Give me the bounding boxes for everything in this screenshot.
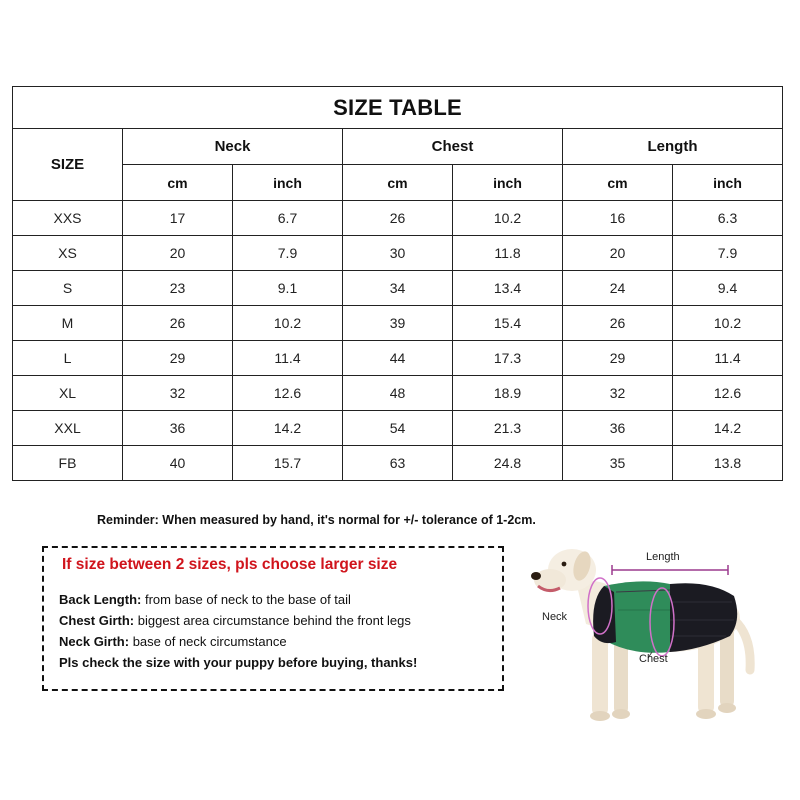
measurement-cell: 20 — [123, 236, 233, 271]
table-row — [13, 236, 783, 271]
neck-girth-text: base of neck circumstance — [129, 634, 287, 649]
measurement-cell: 17.3 — [453, 341, 563, 376]
table-row — [13, 271, 783, 306]
measurement-cell: 54 — [343, 411, 453, 446]
neck-girth-line — [59, 631, 417, 652]
measurement-cell: 34 — [343, 271, 453, 306]
measurement-cell: 12.6 — [673, 376, 783, 411]
unit-header: inch — [673, 165, 783, 201]
measurement-cell: 48 — [343, 376, 453, 411]
sizing-note-box — [42, 546, 504, 691]
table-title: SIZE TABLE — [13, 87, 783, 129]
unit-header: inch — [453, 165, 563, 201]
table-row — [13, 306, 783, 341]
neck-label: Neck — [542, 611, 568, 623]
sizing-headline: If size between 2 sizes, pls choose larger size — [62, 556, 398, 573]
closing-line — [59, 652, 417, 673]
size-table — [12, 86, 783, 481]
chest-girth-line — [59, 610, 417, 631]
measurement-cell: 29 — [123, 341, 233, 376]
chest-label: Chest — [639, 653, 668, 665]
measurement-cell: 16 — [563, 201, 673, 236]
sizing-instructions — [59, 589, 417, 673]
size-cell: S — [13, 271, 123, 306]
measurement-cell: 24 — [563, 271, 673, 306]
size-column-header: SIZE — [13, 129, 123, 201]
chest-group-header: Chest — [343, 129, 563, 165]
measurement-cell: 9.4 — [673, 271, 783, 306]
unit-header: cm — [563, 165, 673, 201]
measurement-cell: 10.2 — [233, 306, 343, 341]
measurement-cell: 18.9 — [453, 376, 563, 411]
measurement-cell: 63 — [343, 446, 453, 481]
size-cell: XXL — [13, 411, 123, 446]
chest-girth-text: biggest area circumstance behind the front legs — [134, 613, 411, 628]
unit-header: cm — [123, 165, 233, 201]
measurement-cell: 11.8 — [453, 236, 563, 271]
length-label: Length — [646, 551, 680, 563]
dog-leg-front-left — [592, 632, 608, 716]
back-length-text: from base of neck to the base of tail — [141, 592, 351, 607]
table-row — [13, 446, 783, 481]
measurement-cell: 13.4 — [453, 271, 563, 306]
measurement-cell: 21.3 — [453, 411, 563, 446]
dog-eye — [562, 562, 567, 567]
measurement-cell: 32 — [123, 376, 233, 411]
measurement-cell: 26 — [343, 201, 453, 236]
size-cell: XXS — [13, 201, 123, 236]
dog-nose — [531, 572, 541, 580]
dog-tail — [734, 620, 750, 670]
measurement-cell: 7.9 — [673, 236, 783, 271]
size-cell: FB — [13, 446, 123, 481]
measurement-reminder: Reminder: When measured by hand, it's normal for +/- tolerance of 1-2cm. — [97, 513, 536, 527]
measurement-cell: 20 — [563, 236, 673, 271]
measurement-cell: 29 — [563, 341, 673, 376]
measurement-cell: 13.8 — [673, 446, 783, 481]
chest-girth-label: Chest Girth: — [59, 613, 135, 628]
measurement-cell: 24.8 — [453, 446, 563, 481]
size-cell: XL — [13, 376, 123, 411]
back-length-line — [59, 589, 417, 610]
measurement-cell: 11.4 — [673, 341, 783, 376]
measurement-cell: 12.6 — [233, 376, 343, 411]
table-row — [13, 201, 783, 236]
measurement-cell: 10.2 — [453, 201, 563, 236]
measurement-cell: 15.4 — [453, 306, 563, 341]
measurement-cell: 6.3 — [673, 201, 783, 236]
measurement-cell: 23 — [123, 271, 233, 306]
measurement-cell: 14.2 — [233, 411, 343, 446]
dog-measurement-diagram — [520, 540, 790, 730]
back-length-label: Back Length: — [59, 592, 142, 607]
measurement-cell: 17 — [123, 201, 233, 236]
measurement-cell: 14.2 — [673, 411, 783, 446]
measurement-cell: 36 — [123, 411, 233, 446]
measurement-cell: 26 — [563, 306, 673, 341]
measurement-cell: 44 — [343, 341, 453, 376]
unit-header: cm — [343, 165, 453, 201]
measurement-cell: 26 — [123, 306, 233, 341]
table-row — [13, 411, 783, 446]
measurement-cell: 15.7 — [233, 446, 343, 481]
measurement-cell: 7.9 — [233, 236, 343, 271]
measurement-cell: 39 — [343, 306, 453, 341]
measurement-cell: 32 — [563, 376, 673, 411]
unit-header: inch — [233, 165, 343, 201]
table-row — [13, 376, 783, 411]
dog-illustration — [520, 540, 790, 730]
size-cell: L — [13, 341, 123, 376]
size-table-body — [13, 201, 783, 481]
size-cell: XS — [13, 236, 123, 271]
table-row — [13, 341, 783, 376]
length-group-header: Length — [563, 129, 783, 165]
measurement-cell: 11.4 — [233, 341, 343, 376]
neck-girth-label: Neck Girth: — [59, 634, 130, 649]
measurement-cell: 10.2 — [673, 306, 783, 341]
size-cell: M — [13, 306, 123, 341]
measurement-cell: 40 — [123, 446, 233, 481]
measurement-cell: 6.7 — [233, 201, 343, 236]
measurement-cell: 36 — [563, 411, 673, 446]
closing-text: Pls check the size with your puppy before buying, thanks! — [59, 655, 418, 670]
measurement-cell: 35 — [563, 446, 673, 481]
measurement-cell: 30 — [343, 236, 453, 271]
neck-group-header: Neck — [123, 129, 343, 165]
measurement-cell: 9.1 — [233, 271, 343, 306]
